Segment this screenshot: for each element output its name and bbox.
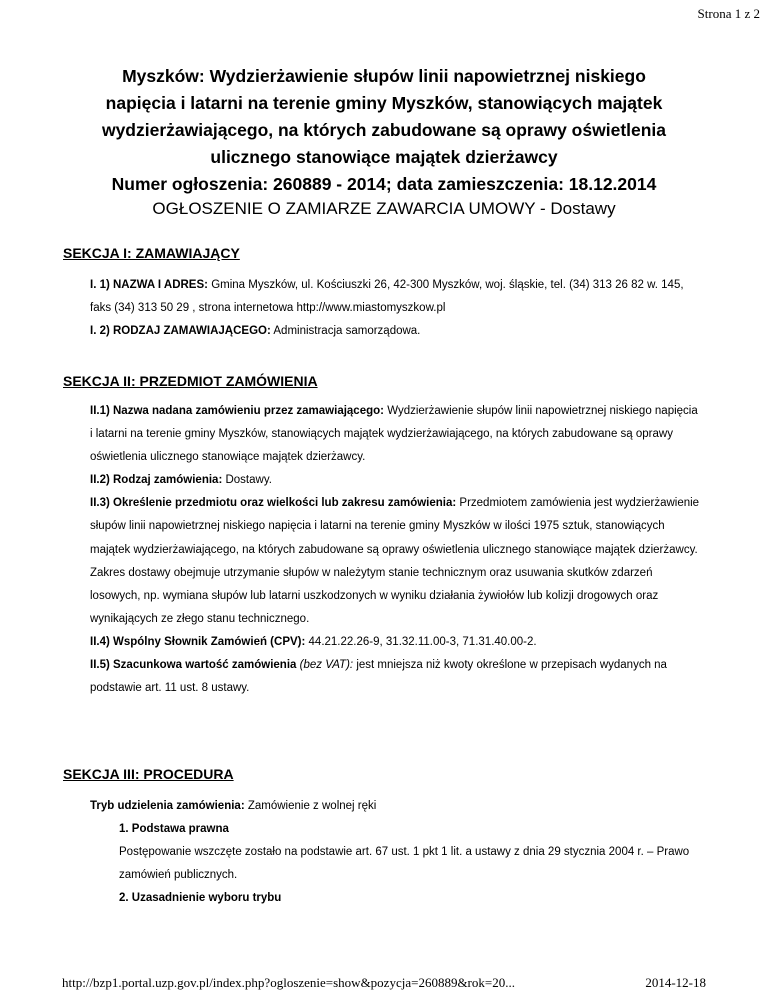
section-heading-2: SEKCJA II: PRZEDMIOT ZAMÓWIENIA [63, 373, 318, 389]
section-heading-1: SEKCJA I: ZAMAWIAJĄCY [63, 245, 240, 261]
contracting-type-paragraph [90, 320, 700, 343]
field-label: II.3) Określenie przedmiotu oraz wielkości lub zakresu zamówienia: [90, 497, 457, 510]
field-label: II.2) Rodzaj zamówienia: [90, 474, 223, 487]
title-line: napięcia i latarni na terenie gminy Myszków, stanowiących majątek [105, 93, 663, 113]
section-1-content [90, 274, 700, 343]
field-value: Zamówienie z wolnej ręki [247, 800, 377, 812]
order-scope-paragraph [90, 492, 700, 631]
field-note: (bez VAT): [299, 659, 354, 672]
section-heading-3: SEKCJA III: PROCEDURA [63, 766, 234, 782]
procedure-mode-paragraph [90, 795, 700, 818]
field-label: II.1) Nazwa nadana zamówieniu przez zamawiającego: [90, 405, 384, 417]
field-label: I. 2) RODZAJ ZAMAWIAJĄCEGO: [90, 325, 271, 338]
page-title [40, 63, 728, 198]
field-label: II.4) Wspólny Słownik Zamówień (CPV): [90, 635, 306, 648]
section-3-content [90, 795, 700, 910]
title-line: wydzierżawiającego, na których zabudowane są oprawy oświetlenia [101, 120, 667, 140]
order-type-paragraph [90, 469, 700, 492]
field-value: Wydzierżawienie słupów linii napowietrznej niskiego napięcia i latarni na terenie gminy Myszków, stanowiących majątek wydzierżawiającego, na których zabudowane są oprawy oświetlenia ulicznego stanowiące majątek dzierżawcy. [90, 405, 698, 464]
source-url-link[interactable]: http://bzp1.portal.uzp.gov.pl/index.php?ogloszenie=show&pozycja=260889&rok=20... [62, 975, 515, 990]
field-label: I. 1) NAZWA I ADRES: [90, 279, 208, 291]
title-line: ulicznego stanowiące majątek dzierżawcy [210, 147, 558, 167]
page-number: Strona 1 z 2 [697, 6, 760, 21]
document-subtitle: OGŁOSZENIE O ZAMIARZE ZAWARCIA UMOWY - Dostawy [152, 199, 616, 218]
estimated-value-paragraph [90, 654, 700, 700]
legal-basis-heading: 1. Podstawa prawna [119, 823, 229, 836]
field-value: 44.21.22.26-9, 31.32.11.00-3, 71.31.40.00-2. [308, 635, 537, 648]
name-address-paragraph [90, 274, 700, 320]
field-value: jest mniejsza niż kwoty określone w przepisach wydanych na podstawie art. 11 ust. 8 ustawy. [90, 659, 667, 695]
field-value: Dostawy. [225, 474, 272, 487]
page-footer [62, 975, 706, 991]
field-label: II.5) Szacunkowa wartość zamówienia [90, 659, 297, 672]
justification-heading: 2. Uzasadnienie wyboru trybu [119, 892, 282, 905]
legal-basis-text: Postępowanie wszczęte zostało na podstawie art. 67 ust. 1 pkt 1 lit. a ustawy z dnia 29 stycznia 2004 r. – Prawo zamówień publicznych. [119, 846, 690, 882]
section-2-content [90, 400, 700, 700]
title-line: Myszków: Wydzierżawienie słupów linii napowietrznej niskiego [122, 66, 646, 86]
field-value: Gmina Myszków, ul. Kościuszki 26, 42-300 Myszków, woj. śląskie, tel. (34) 313 26 82 w. 145, faks (34) 313 50 29 , strona internetowa http://www.miastomyszkow.pl [90, 279, 684, 315]
field-label: Tryb udzielenia zamówienia: [90, 800, 245, 812]
field-value: Administracja samorządowa. [273, 325, 421, 338]
print-date: 2014-12-18 [645, 975, 706, 990]
order-name-paragraph [90, 400, 700, 469]
cpv-paragraph [90, 631, 700, 654]
announcement-number-line: Numer ogłoszenia: 260889 - 2014; data zamieszczenia: 18.12.2014 [111, 174, 657, 194]
field-value: Przedmiotem zamówienia jest wydzierżawienie słupów linii napowietrznej niskiego napięcia i latarni na terenie gminy Myszków w ilości 1975 sztuk, stanowiących majątek wydzierżawiającego, na których zabudowane są oprawy oświetlenia ulicznego stanowiące majątek dzierżawcy. Zakres dostawy obejmuje utrzymanie słupów w należytym stanie technicznym oraz usuwania skutków zdarzeń losowych, np. wymiana słupów lub latarni uszkodzonych w wyniku działania żywiołów lub kolizji drogowych oraz wynikających ze złego stanu technicznego. [90, 497, 700, 625]
